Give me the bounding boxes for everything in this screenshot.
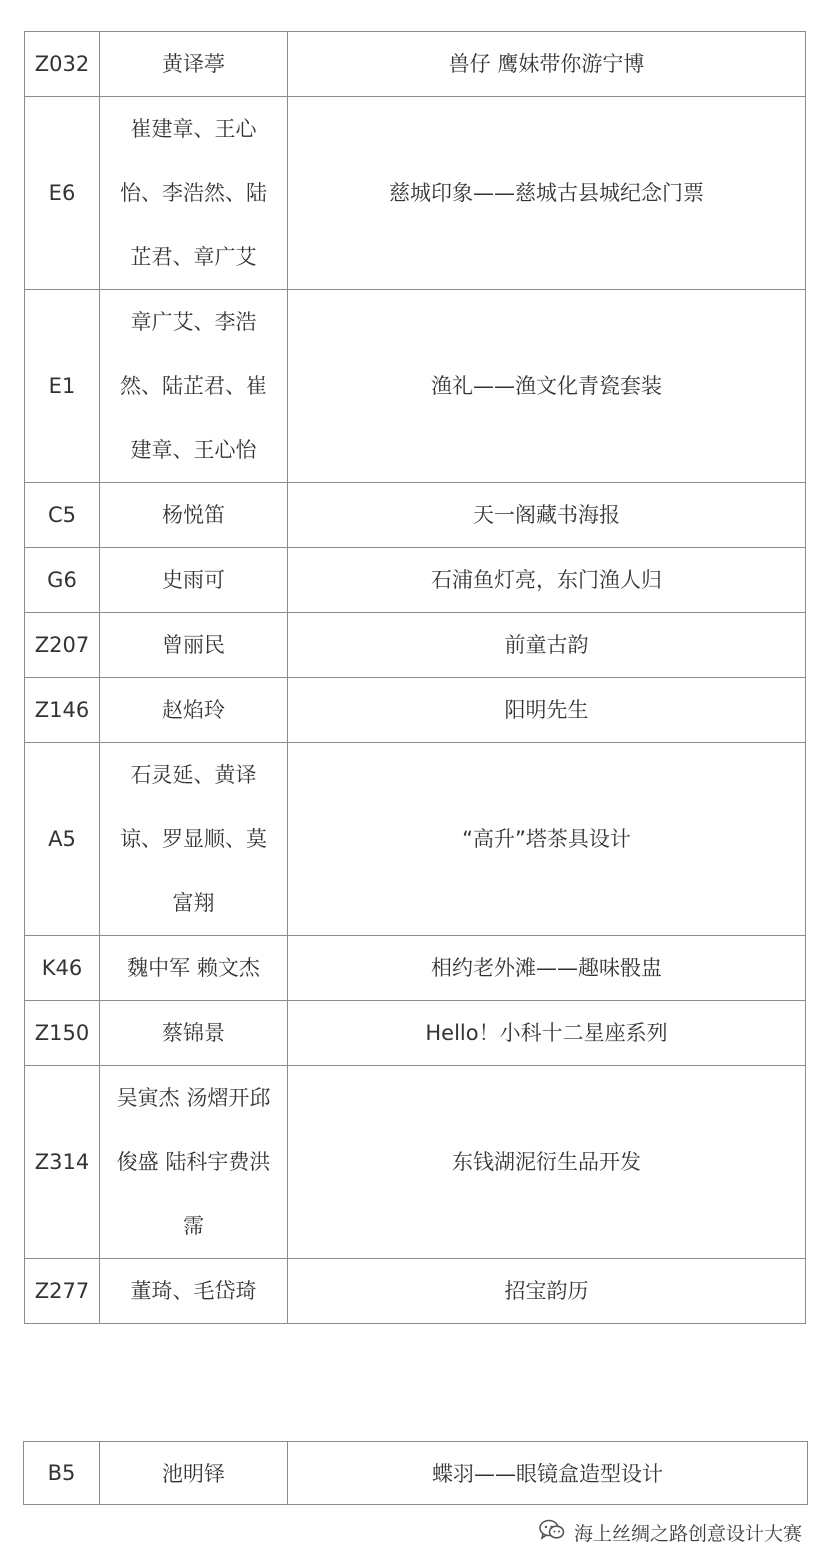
entry-title-cell: 天一阁藏书海报 xyxy=(288,483,806,548)
entry-title-cell: 慈城印象——慈城古县城纪念门票 xyxy=(288,97,806,290)
table-row xyxy=(25,743,806,936)
entry-authors-cell: 史雨可 xyxy=(100,548,288,613)
table-row-last xyxy=(23,1441,808,1505)
table-row xyxy=(25,32,806,97)
entry-id-cell: C5 xyxy=(25,483,100,548)
table-row xyxy=(25,678,806,743)
entry-id-cell: Z207 xyxy=(25,613,100,678)
entry-authors-cell: 董琦、毛岱琦 xyxy=(100,1259,288,1324)
entry-authors-cell: 石灵延、黄译谅、罗显顺、莫富翔 xyxy=(100,743,288,936)
entry-authors-cell: 章广艾、李浩然、陆芷君、崔建章、王心怡 xyxy=(100,290,288,483)
entries-table xyxy=(24,31,806,1324)
entry-authors-cell: 吴寅杰 汤熠开邱俊盛 陆科宇费洪霈 xyxy=(100,1066,288,1259)
table-row xyxy=(25,1001,806,1066)
entry-id-cell: E6 xyxy=(25,97,100,290)
entry-authors-cell: 杨悦笛 xyxy=(100,483,288,548)
entry-authors-cell: 池明铎 xyxy=(100,1442,288,1504)
entry-id-cell: Z150 xyxy=(25,1001,100,1066)
entry-title-cell: 阳明先生 xyxy=(288,678,806,743)
table-row xyxy=(25,613,806,678)
entry-title-cell: 前童古韵 xyxy=(288,613,806,678)
entry-id-cell: A5 xyxy=(25,743,100,936)
table-row xyxy=(25,1066,806,1259)
entry-title-cell: 蝶羽——眼镜盒造型设计 xyxy=(432,1462,663,1486)
entry-id-cell: K46 xyxy=(25,936,100,1001)
entry-authors-cell: 崔建章、王心怡、李浩然、陆芷君、章广艾 xyxy=(100,97,288,290)
entry-authors-cell: 赵焰玲 xyxy=(100,678,288,743)
entry-id-cell: Z314 xyxy=(25,1066,100,1259)
wechat-watermark xyxy=(538,1510,802,1554)
entry-title-cell: 东钱湖泥衍生品开发 xyxy=(288,1066,806,1259)
entry-authors-cell: 魏中军 赖文杰 xyxy=(100,936,288,1001)
entry-title-cell: 招宝韵历 xyxy=(288,1259,806,1324)
table-row xyxy=(25,1259,806,1324)
table-row xyxy=(25,483,806,548)
entries-table-body xyxy=(25,32,806,1324)
entry-id-cell: Z146 xyxy=(25,678,100,743)
entry-authors-cell: 曾丽民 xyxy=(100,613,288,678)
entry-title-cell: Hello！小科十二星座系列 xyxy=(288,1001,806,1066)
table-row xyxy=(25,936,806,1001)
entry-id-cell: Z277 xyxy=(25,1259,100,1324)
entry-title-cell: 兽仔 鹰妹带你游宁博 xyxy=(288,32,806,97)
wechat-icon xyxy=(538,1518,574,1547)
table-row xyxy=(25,97,806,290)
entry-id-cell: Z032 xyxy=(25,32,100,97)
entry-id-cell: E1 xyxy=(25,290,100,483)
table-row xyxy=(25,548,806,613)
entry-authors-cell: 黄译葶 xyxy=(100,32,288,97)
entry-id-cell: G6 xyxy=(25,548,100,613)
entry-title-cell: 石浦鱼灯亮，东门渔人归 xyxy=(288,548,806,613)
entry-id-cell: B5 xyxy=(24,1442,100,1504)
entry-title-cell: 相约老外滩——趣味骰盅 xyxy=(288,936,806,1001)
entry-authors-cell: 蔡锦景 xyxy=(100,1001,288,1066)
watermark-text: 海上丝绸之路创意设计大赛 xyxy=(573,1522,802,1545)
entry-title-cell: “高升”塔茶具设计 xyxy=(288,743,806,936)
entry-title-cell: 渔礼——渔文化青瓷套装 xyxy=(288,290,806,483)
table-row xyxy=(25,290,806,483)
